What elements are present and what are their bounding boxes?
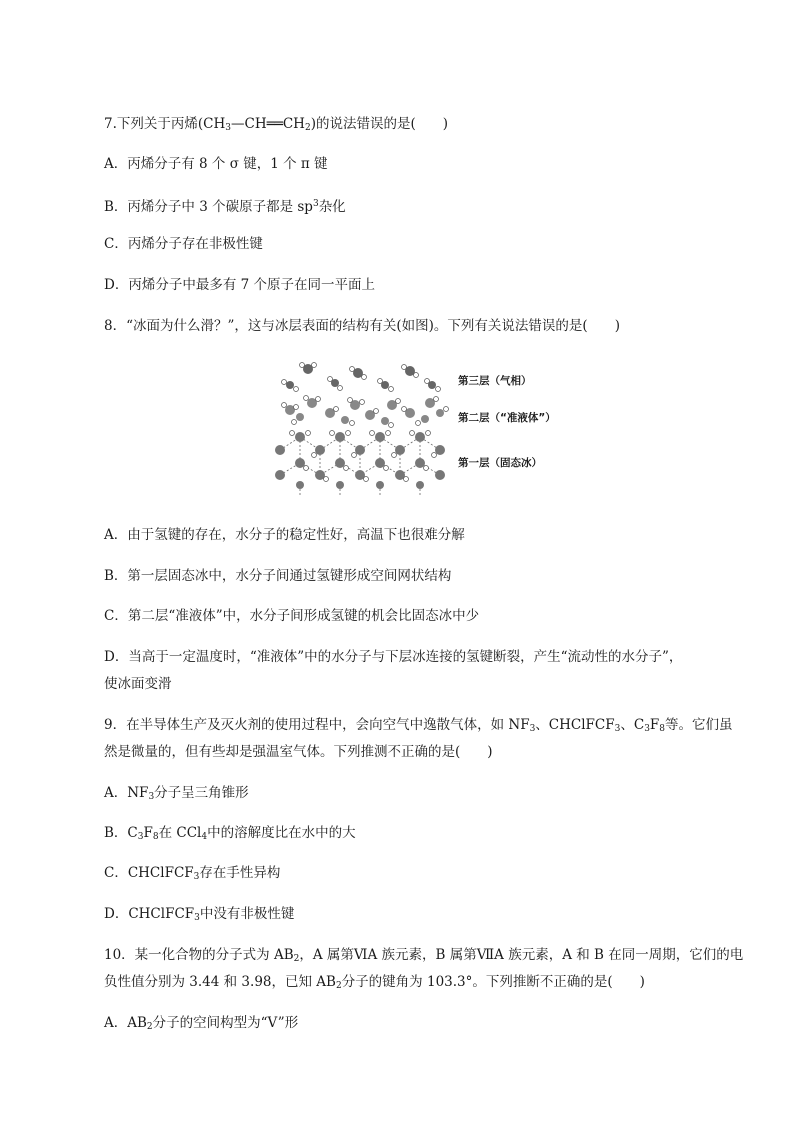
q8-option-c: C．第二层“准液体”中，水分子间形成氢键的机会比固态冰中少 bbox=[104, 608, 480, 624]
q9-option-b-text: 在 CCl bbox=[158, 825, 202, 841]
q9-stem-text: 9．在半导体生产及灭火剂的使用过程中，会向空气中逸散气体，如 NF bbox=[104, 717, 530, 733]
subscript: 3 bbox=[614, 724, 621, 734]
q10-option-a-text: 分子的空间构型为“V”形 bbox=[152, 1015, 299, 1031]
q10-stem-text: ，A 属第ⅥA 族元素，B 属第ⅦA 族元素，A 和 B 在同一周期，它们的电 bbox=[299, 947, 744, 963]
q9-stem-text: F bbox=[649, 717, 660, 733]
q7-option-c: C．丙烯分子存在非极性键 bbox=[104, 236, 263, 252]
subscript: 3 bbox=[193, 872, 200, 882]
q9-option-d-text: 中没有非极性键 bbox=[199, 906, 295, 922]
subscript: 3 bbox=[529, 724, 536, 734]
subscript: 8 bbox=[659, 724, 666, 734]
subscript: 2 bbox=[335, 981, 342, 991]
q9-option-b bbox=[104, 824, 356, 846]
subscript: 2 bbox=[293, 954, 300, 964]
subscript: 4 bbox=[201, 832, 208, 842]
q9-option-b-text: F bbox=[143, 825, 153, 841]
q9-stem-continued: 然是微量的，但有些却是强温室气体。下列推测不正确的是( ) bbox=[104, 744, 493, 760]
subscript: 2 bbox=[146, 1022, 153, 1032]
q7-stem-text: —CH══CH bbox=[230, 116, 305, 132]
q8-option-d: D．当高于一定温度时，“准液体”中的水分子与下层冰连接的氢键断裂，产生“流动性的水分子”， bbox=[104, 649, 683, 665]
subscript: 3 bbox=[225, 123, 231, 133]
q7-stem-text: )的说法错误的是( ) bbox=[310, 116, 448, 132]
q7-stem-text: 7.下列关于丙烯(CH bbox=[104, 116, 226, 132]
ice-structure-diagram bbox=[270, 355, 455, 503]
q7-option-b-text: 杂化 bbox=[318, 199, 346, 215]
q9-option-c-text: 存在手性异构 bbox=[199, 865, 281, 881]
q8-option-b: B．第一层固态冰中，水分子间通过氢键形成空间网状结构 bbox=[104, 568, 452, 584]
q9-option-b-text: B．C bbox=[104, 825, 138, 841]
subscript: 8 bbox=[152, 832, 159, 842]
figure-label-layer2: 第二层（“准液体”） bbox=[458, 412, 556, 424]
q8-option-d-continued: 使冰面变滑 bbox=[104, 676, 172, 692]
subscript: 3 bbox=[137, 832, 144, 842]
q9-option-d-text: D．CHClFCF bbox=[104, 906, 195, 922]
subscript: 3 bbox=[194, 913, 200, 923]
q10-option-a bbox=[104, 1014, 298, 1036]
q7-option-a: A．丙烯分子有 8 个 σ 键，1 个 π 键 bbox=[104, 156, 328, 172]
ice-surface-figure bbox=[270, 355, 570, 503]
subscript: 3 bbox=[644, 724, 650, 734]
q7-stem bbox=[104, 115, 448, 137]
q9-option-d bbox=[104, 905, 294, 927]
q9-option-b-text: 中的溶解度比在水中的大 bbox=[207, 825, 356, 841]
subscript: 2 bbox=[304, 123, 311, 133]
q10-stem-text: 10．某一化合物的分子式为 AB bbox=[104, 947, 294, 963]
q10-stem-continued bbox=[104, 973, 645, 995]
q9-option-a bbox=[104, 784, 249, 806]
q8-stem: 8．“冰面为什么滑？”，这与冰层表面的结构有关(如图)。下列有关说法错误的是( ) bbox=[104, 318, 620, 334]
q9-option-c-text: C．CHClFCF bbox=[104, 865, 194, 881]
q7-option-b-text: B．丙烯分子中 3 个碳原子都是 sp bbox=[104, 199, 313, 215]
q8-option-a: A．由于氢键的存在，水分子的稳定性好，高温下也很难分解 bbox=[104, 527, 465, 543]
figure-label-layer3: 第三层（气相） bbox=[458, 375, 532, 387]
q9-option-a-text: 分子呈三角锥形 bbox=[154, 785, 249, 801]
subscript: 3 bbox=[148, 792, 155, 802]
q10-stem-text: 分子的键角为 103.3°。下列推断不正确的是( ) bbox=[341, 974, 645, 990]
q7-option-b bbox=[104, 195, 346, 216]
figure-label-layer1: 第一层（固态冰） bbox=[458, 457, 542, 469]
superscript: 3 bbox=[312, 199, 319, 209]
q9-option-c bbox=[104, 864, 280, 886]
q9-stem-text: 、C bbox=[620, 717, 645, 733]
q9-option-a-text: A．NF bbox=[104, 785, 149, 801]
q9-stem bbox=[104, 716, 733, 738]
q9-stem-text: 、CHClFCF bbox=[535, 717, 615, 733]
q9-stem-text: 等。它们虽 bbox=[665, 717, 733, 733]
q10-stem bbox=[104, 946, 743, 968]
q10-stem-text: 负性值分别为 3.44 和 3.98，已知 AB bbox=[104, 974, 336, 990]
q10-option-a-text: A．AB bbox=[104, 1015, 147, 1031]
q7-option-d: D．丙烯分子中最多有 7 个原子在同一平面上 bbox=[104, 277, 375, 293]
